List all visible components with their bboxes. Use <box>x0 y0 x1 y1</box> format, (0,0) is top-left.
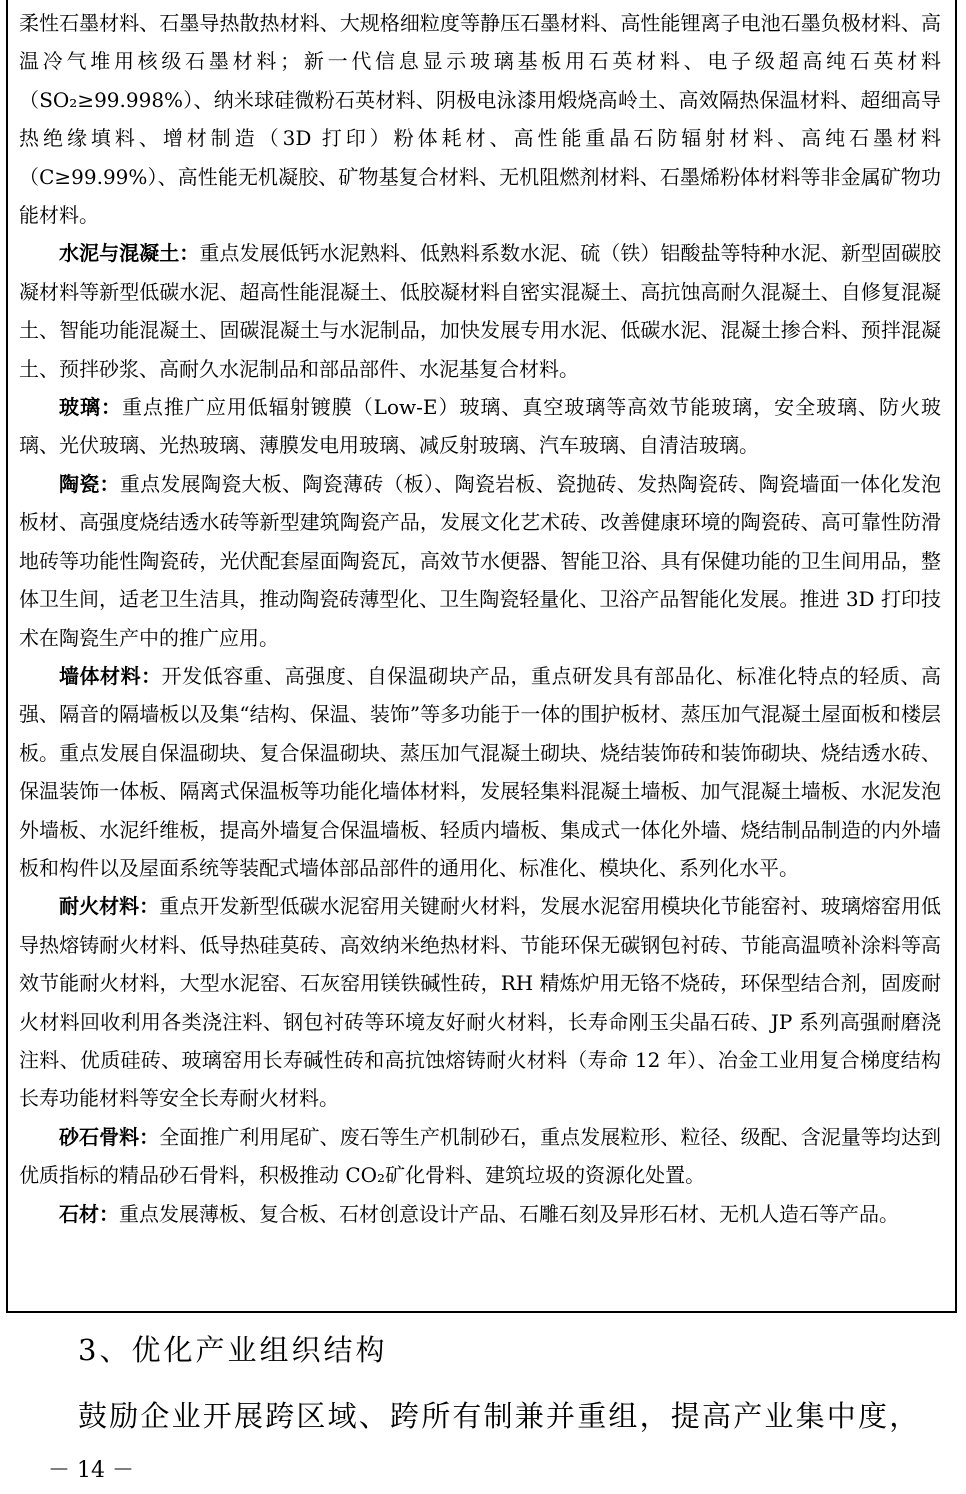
text-refractory: 重点开发新型低碳水泥窑用关键耐火材料，发展水泥窑用模块化节能窑衬、玻璃熔窑用低导热熔铸耐火材料、低导热硅莫砖、高效纳米绝热材料、节能环保无碳钢包衬砖、节能高温喷补涂料等高效节能耐火材料，大型水泥窑、石灰窑用镁铁碱性砖，RH 精炼炉用无铬不烧砖，环保型结合剂，固废耐火材料回收利用各类浇注料、钢包衬砖等环境友好耐火材料，长寿命刚玉尖晶石砖、JP 系列高强耐磨浇注料、优质硅砖、玻璃窑用长寿碱性砖和高抗蚀熔铸耐火材料（寿命 12 年）、冶金工业用复合梯度结构长寿功能材料等安全长寿耐火材料。 <box>19 894 942 1111</box>
text-stone: 重点发展薄板、复合板、石材创意设计产品、石雕石刻及异形石材、无机人造石等产品。 <box>119 1201 899 1226</box>
term-refractory: 耐火材料： <box>59 894 160 919</box>
paragraph-aggregate <box>19 1118 941 1195</box>
paragraph-stone <box>19 1195 941 1233</box>
text-cement: 重点发展低钙水泥熟料、低熟料系数水泥、硫（铁）铝酸盐等特种水泥、新型固碳胶凝材料等新型低碳水泥、超高性能混凝土、低胶凝材料自密实混凝土、高抗蚀高耐久混凝土、自修复混凝土、智能功能混凝土、固碳混凝土与水泥制品，加快发展专用水泥、低碳水泥、混凝土掺合料、预拌混凝土、预拌砂浆、高耐久水泥制品和部品部件、水泥基复合材料。 <box>19 241 942 381</box>
term-glass: 玻璃： <box>59 395 122 420</box>
body-paragraph-line: 鼓励企业开展跨区域、跨所有制兼并重组，提高产业集中度， <box>78 1399 921 1433</box>
paragraph-ceramics <box>19 465 941 657</box>
text-wall-materials: 开发低容重、高强度、自保温砌块产品，重点研发具有部品化、标准化特点的轻质、高强、隔音的隔墙板以及集“结构、保温、装饰”等多功能于一体的围护板材、蒸压加气混凝土屋面板和楼层板。重点发展自保温砌块、复合保温砌块、蒸压加气混凝土砌块、烧结装饰砖和装饰砌块、烧结透水砖、保温装饰一体板、隔离式保温板等功能化墙体材料，发展轻集料混凝土墙板、加气混凝土墙板、水泥发泡外墙板、水泥纤维板，提高外墙复合保温墙板、轻质内墙板、集成式一体化外墙、烧结制品制造的内外墙板和构件以及屋面系统等装配式墙体部品部件的通用化、标准化、模块化、系列化水平。 <box>19 663 942 880</box>
term-cement: 水泥与混凝土： <box>59 241 200 266</box>
term-wall-materials: 墙体材料： <box>59 663 162 688</box>
term-aggregate: 砂石骨料： <box>59 1124 160 1149</box>
term-stone: 石材： <box>59 1201 119 1226</box>
paragraph-cement <box>19 234 941 388</box>
paragraph-refractory <box>19 887 941 1117</box>
paragraph-glass <box>19 388 941 465</box>
term-ceramics: 陶瓷： <box>59 471 120 496</box>
page-number: － 14 － <box>48 1458 134 1483</box>
boxed-content <box>6 0 957 1313</box>
text-glass: 重点推广应用低辐射镀膜（Low-E）玻璃、真空玻璃等高效节能玻璃，安全玻璃、防火玻璃、光伏玻璃、光热玻璃、薄膜发电用玻璃、减反射玻璃、汽车玻璃、自清洁玻璃。 <box>19 395 941 458</box>
text-ceramics: 重点发展陶瓷大板、陶瓷薄砖（板）、陶瓷岩板、瓷抛砖、发热陶瓷砖、陶瓷墙面一体化发泡板材、高强度烧结透水砖等新型建筑陶瓷产品，发展文化艺术砖、改善健康环境的陶瓷砖、高可靠性防滑地砖等功能性陶瓷砖，光伏配套屋面陶瓷瓦，高效节水便器、智能卫浴、具有保健功能的卫生间用品，整体卫生间，适老卫生洁具，推动陶瓷砖薄型化、卫生陶瓷轻量化、卫浴产品智能化发展。推进 3D 打印技术在陶瓷生产中的推广应用。 <box>19 471 942 650</box>
section-heading: 3、优化产业组织结构 <box>78 1333 388 1367</box>
text-aggregate: 全面推广利用尾矿、废石等生产机制砂石，重点发展粒形、粒径、级配、含泥量等均达到优质指标的精品砂石骨料，积极推动 CO₂矿化骨料、建筑垃圾的资源化处置。 <box>19 1124 942 1188</box>
intro-paragraph: 柔性石墨材料、石墨导热散热材料、大规格细粒度等静压石墨材料、高性能锂离子电池石墨负极材料、高温冷气堆用核级石墨材料；新一代信息显示玻璃基板用石英材料、电子级超高纯石英材料（SO₂≥99.998%）、纳米球硅微粉石英材料、阴极电泳漆用煅烧高岭土、高效隔热保温材料、超细高导热绝缘填料、增材制造（3D 打印）粉体耗材、高性能重晶石防辐射材料、高纯石墨材料（C≥99.99%）、高性能无机凝胶、矿物基复合材料、无机阻燃剂材料、石墨烯粉体材料等非金属矿物功能材料。 <box>19 11 941 228</box>
paragraph-wall-materials <box>19 657 941 887</box>
